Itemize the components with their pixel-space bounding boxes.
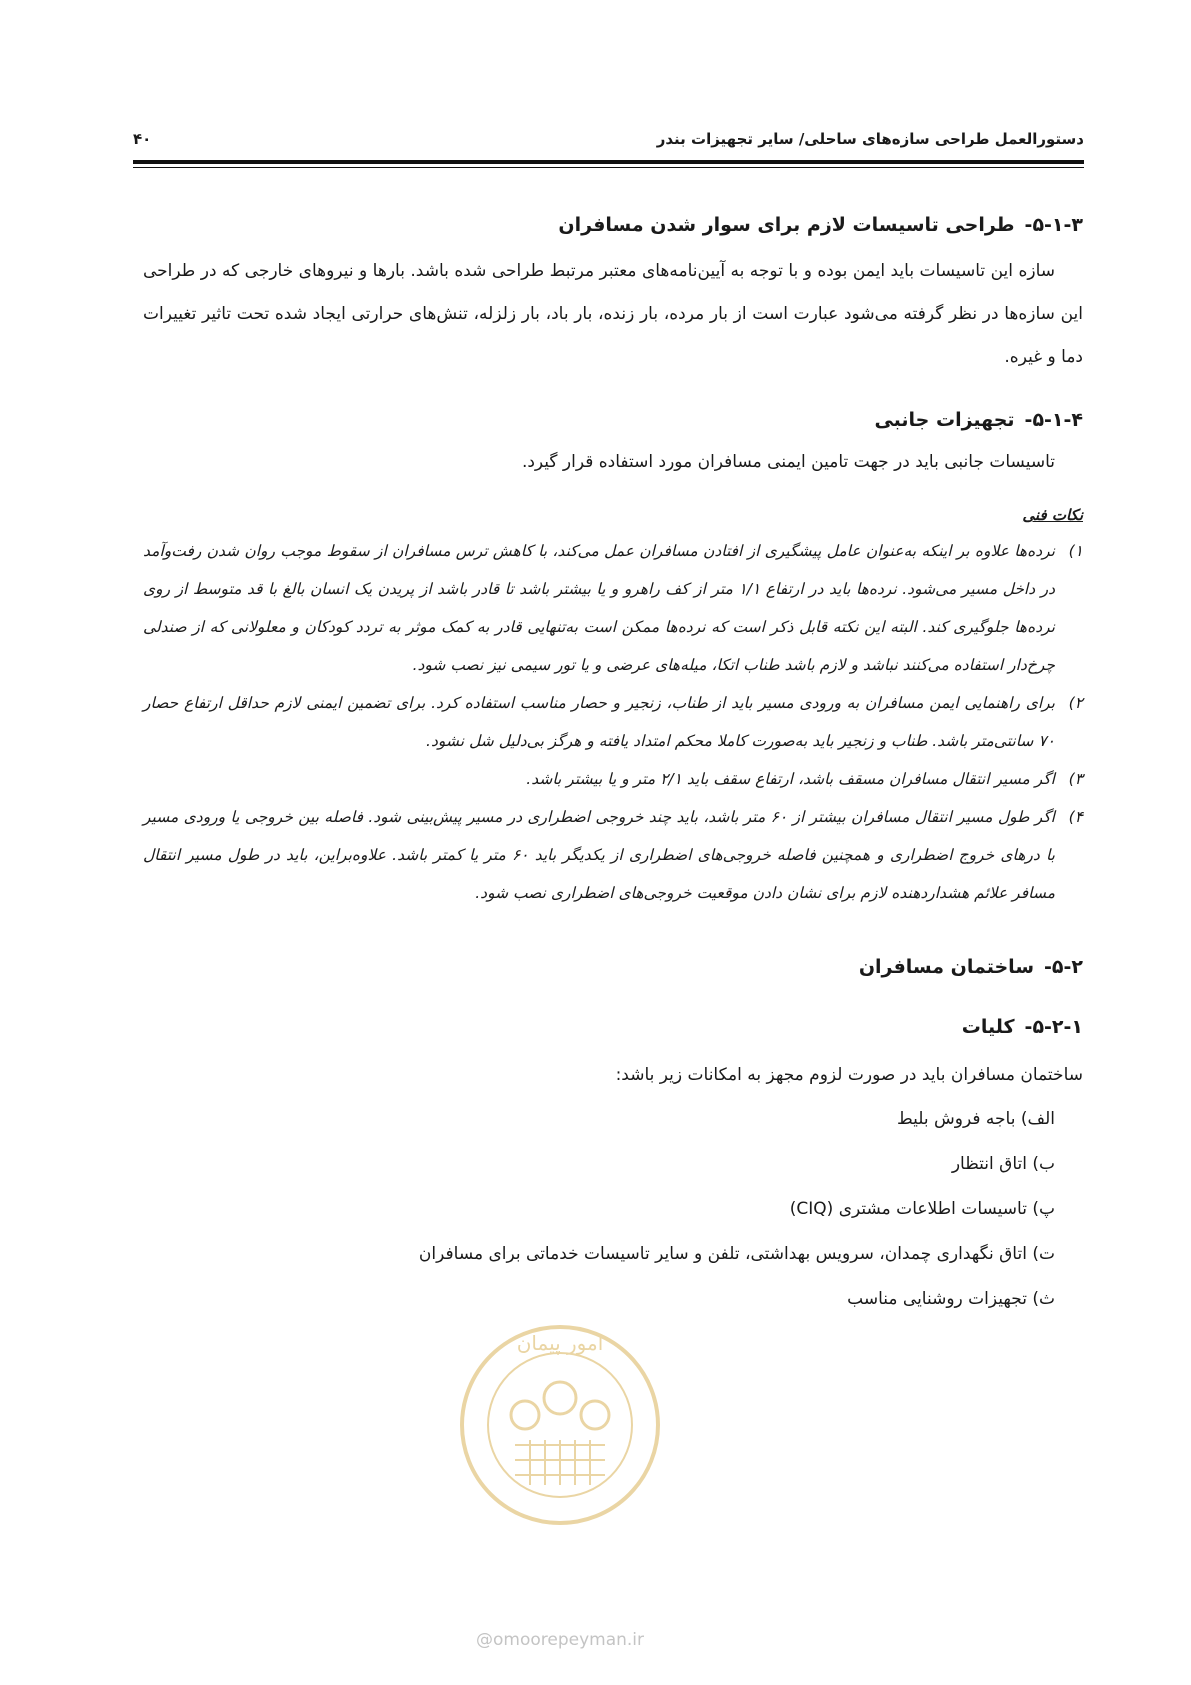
section-number: ۵-۲-: [1044, 956, 1083, 978]
section-title: تجهیزات جانبی: [874, 409, 1015, 431]
section-body-5-1-4: تاسیسات جانبی باید در جهت تامین ایمنی مسافران مورد استفاده قرار گیرد.: [521, 452, 1055, 472]
notes-title: نکات فنی: [1022, 506, 1083, 524]
watermark-stamp-icon: [455, 1320, 665, 1530]
section-title: طراحی تاسیسات لازم برای سوار شدن مسافران: [558, 214, 1015, 236]
at-icon: @: [475, 1630, 493, 1650]
note-marker: ۲): [1068, 694, 1083, 712]
header-title: دستورالعمل طراحی سازه‌های ساحلی/ سایر تجهیزات بندر: [656, 130, 1084, 148]
header-rule-thin: [133, 167, 1084, 168]
section-heading-5-2-1: [143, 1012, 1083, 1042]
notes-list: [143, 532, 1083, 912]
list-item: ت) اتاق نگهداری چمدان، سرویس بهداشتی، تلفن و سایر تاسیسات خدماتی برای مسافران: [418, 1244, 1055, 1264]
note-marker: ۱): [1068, 542, 1083, 560]
section-number: ۵-۱-۳-: [1024, 214, 1083, 236]
list-item: ب) اتاق انتظار: [951, 1154, 1055, 1174]
section-title: کلیات: [961, 1016, 1015, 1038]
section-intro-5-2-1: ساختمان مسافران باید در صورت لزوم مجهز به امکانات زیر باشد:: [615, 1065, 1083, 1085]
page-content: [143, 210, 1083, 1322]
section-number: ۵-۲-۱-: [1024, 1016, 1083, 1038]
section-heading-5-1-3: [143, 210, 1083, 240]
note-text: نرده‌ها علاوه بر اینکه به‌عنوان عامل پیشگیری از افتادن مسافران عمل می‌کند، با کاهش ترس مسافران از سقوط موجب روان شدن رفت‌وآمد در داخل مسیر می‌شود. نرده‌ها باید در ارتفاع ۱/۱ متر از کف راهرو و یا بیشتر باشد تا قادر باشد از پریدن یک انسان بالغ با قد متوسط از روی نرده‌ها جلوگیری کند. البته این نکته قابل ذکر است که نرده‌ها ممکن است به‌تنهایی قادر به کمک موثر به تردد کودکان و معلولانی که از صندلی چرخ‌دار استفاده می‌کنند نباشد و لازم باشد طناب اتکا، میله‌های عرضی و یا تور سیمی نیز نصب شود.: [143, 542, 1055, 674]
list-item: پ) تاسیسات اطلاعات مشتری (CIQ): [789, 1199, 1055, 1219]
note-item: [143, 684, 1083, 760]
note-item: [143, 760, 1083, 798]
section-body-5-1-3: سازه این تاسیسات باید ایمن بوده و با توجه به آیین‌نامه‌های معتبر مرتبط طراحی شده باشد. بارها و نیروهای خارجی که در طراحی این سازه‌ها در نظر گرفته می‌شود عبارت است از بار مرده، بار زنده، بار باد، بار زلزله، تنش‌های حرارتی ایجاد شده تحت تاثیر تغییرات دما و غیره.: [143, 261, 1083, 367]
section-number: ۵-۱-۴-: [1024, 409, 1083, 431]
watermark-url-text: omoorepeyman.ir: [492, 1630, 645, 1650]
section-heading-5-1-4: [143, 405, 1083, 435]
note-text: اگر طول مسیر انتقال مسافران بیشتر از ۶۰ متر باشد، باید چند خروجی اضطراری در مسیر پیش‌بینی شود. فاصله بین خروجی یا ورودی مسیر با درهای خروج اضطراری و همچنین فاصله خروجی‌های اضطراری از یکدیگر باید ۶۰ متر یا کمتر باشد. علاوه‌براین، باید در طول مسیر انتقال مسافر علائم هشداردهنده لازم برای نشان دادن موقعیت خروجی‌های اضطراری نصب شود.: [143, 808, 1055, 902]
facilities-list: [143, 1097, 1083, 1322]
section-heading-5-2: [143, 952, 1083, 982]
running-header: [133, 130, 1084, 170]
page-number: ۴۰: [133, 130, 152, 148]
note-text: برای راهنمایی ایمن مسافران به ورودی مسیر باید از طناب، زنجیر و حصار مناسب استفاده کرد. برای تضمین ایمنی لازم حداقل ارتفاع حصار ۷۰ سانتی‌متر باشد. طناب و زنجیر باید به‌صورت کاملا محکم امتداد یافته و هرگز بی‌دلیل شل نشود.: [143, 694, 1055, 750]
stamp-text: امور پیمان: [516, 1331, 604, 1355]
note-marker: ۳): [1068, 770, 1083, 788]
note-item: [143, 532, 1083, 684]
section-title: ساختمان مسافران: [858, 956, 1035, 978]
list-item: ث) تجهیزات روشنایی مناسب: [847, 1289, 1055, 1309]
note-marker: ۴): [1068, 808, 1083, 826]
list-item: الف) باجه فروش بلیط: [897, 1109, 1055, 1129]
header-rule-thick: [133, 160, 1084, 164]
note-text: اگر مسیر انتقال مسافران مسقف باشد، ارتفاع سقف باید ۲/۱ متر و یا بیشتر باشد.: [526, 770, 1055, 788]
note-item: [143, 798, 1083, 912]
watermark-url: [460, 1630, 660, 1650]
